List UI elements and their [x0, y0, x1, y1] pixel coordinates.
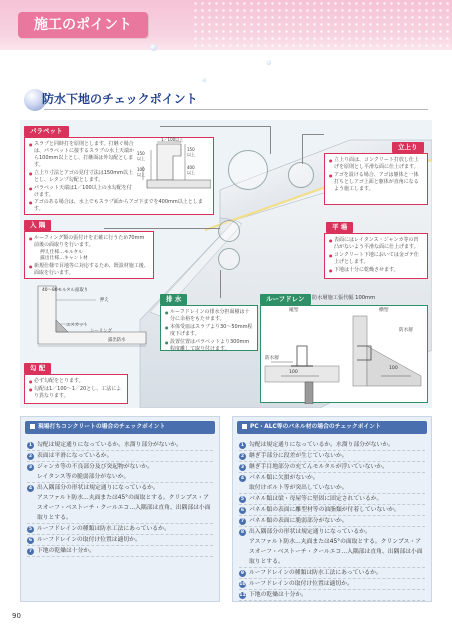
roof-drain-label-text: 100	[389, 366, 398, 371]
rc-checklist-list	[27, 440, 213, 557]
drain-label: 排 水	[160, 294, 187, 305]
highlight-circle-riser	[288, 162, 314, 188]
highlight-circle-drain	[218, 248, 240, 270]
parapet-dim: 1／100以上	[161, 137, 184, 142]
list-item: 3 ジャンカ等の不良部分及び突起物がないか。 レイタンス等の脆弱部分がないか。	[27, 462, 213, 483]
list-item: 6 パネル類の表面に離型材等の油脂類が付着していないか。	[239, 505, 425, 516]
roof-drain-diagram-box	[260, 305, 428, 403]
leader-line	[160, 126, 270, 127]
parapet-dim: 100以上	[137, 167, 145, 177]
parapet-dim: 400以上	[187, 165, 195, 175]
square-icon	[30, 424, 35, 429]
list-item: 5 パネル類は梁・母屋等に堅固に固定されているか。	[239, 494, 425, 505]
parapet-dim: 150以上	[137, 151, 145, 161]
page-number: 90	[12, 612, 21, 620]
pc-checklist-list	[239, 440, 425, 601]
list-item: 1 勾配は規定通りになっているか。水溜り部分がないか。	[27, 440, 213, 451]
flat-box	[324, 233, 428, 279]
flat-label: 平 場	[326, 222, 353, 233]
drain-item: ● 設置位置はパラペットより300mm程度離して取り付けます。	[165, 339, 253, 353]
corner-label: 入 隅	[24, 220, 51, 231]
leader-line	[302, 134, 303, 164]
list-item: 4 パネル類に欠損がないか。 取付けボルト等が突出していないか。	[239, 473, 425, 494]
roof-drain-diagram	[261, 306, 429, 404]
list-item: 7 下地の乾燥は十分か。	[27, 546, 213, 557]
corner-sub: 露出仕様…キャント材	[40, 256, 88, 262]
pc-checklist-header	[237, 421, 427, 434]
section-title: 防水下地のチェックポイント	[42, 92, 198, 106]
page-title: 施工のポイント	[18, 12, 148, 38]
list-item: 6 ルーフドレインの取付け位置は適切か。	[27, 535, 213, 546]
leader-line	[104, 228, 220, 229]
leader-line	[270, 126, 271, 154]
decorative-bubble	[266, 60, 271, 65]
roof-drain-label-text: 100	[289, 370, 298, 375]
rc-checklist-header	[25, 421, 215, 434]
corner-diagram-label: 40～80モルタル面取り	[42, 288, 89, 293]
gradient-item: ● 必ず勾配をとります。	[29, 378, 123, 385]
rc-checklist-title: 現場打ちコンクリートの場合のチェックポイント	[38, 424, 166, 430]
gradient-item: ● 勾配は1／100～1／20とし、工法により異なります。	[29, 386, 123, 400]
section-heading	[24, 89, 428, 111]
decorative-bubble	[150, 44, 157, 51]
corner-item: ● 新規仕様で目地等に対応するため、既設材施工後、面取を行います。	[29, 263, 149, 277]
highlight-circle-parapet	[228, 150, 268, 190]
parapet-label: パラペット	[24, 126, 69, 137]
parapet-item: ● スラブと同時打を原則とします。打継ぐ場合は、パラペットに接するスラブの水上天端から100mm以上とし、打継面は外勾配とします。	[29, 141, 135, 169]
roof-drain-label-text: 防水層	[399, 328, 413, 333]
highlight-circle-corner	[218, 220, 240, 242]
header-dot-pattern	[192, 0, 452, 50]
roof-drain-type: 縦型	[289, 308, 299, 313]
list-item: 4 出入隅部分の形状は規定通りになっているか。 アスファルト防水…丸面または45°の面取とする。クリンプス・アスオーフ・ベストーチ・クールエコ…入隅部は直角、出隅部は小面取りとする。	[27, 483, 213, 524]
drain-item: ● ルーフドレインの排水分担面積は十分に余裕をもたせます。	[165, 309, 253, 323]
gradient-box	[24, 374, 128, 404]
flat-item: ● 下地は十分に乾燥させます。	[329, 267, 423, 274]
gradient-label: 勾 配	[24, 363, 51, 374]
parapet-item: ● アゴのある場合は、水上でもスラブ面からアゴ下までを400mm以上とします。	[29, 199, 209, 213]
riser-item: ● アゴを設ける場合、アゴは躯体と一体打ちとしアゴ上面と躯体が直角になるよう施工します。	[329, 172, 423, 193]
leader-line	[302, 134, 324, 135]
corner-diagram-label: シーリング	[90, 329, 112, 334]
list-item: 2 表面は平滑になっているか。	[27, 451, 213, 462]
corner-diagram-label: 押え	[100, 298, 109, 303]
list-item: 9 ルーフドレインの種類は防水工法にあっているか。	[239, 568, 425, 579]
drain-item: ● 本体受皿はスラブより30～50mm程度下げます。	[165, 324, 253, 338]
list-item: 3 継ぎ手目地部分の充てんモルタルが浮いていないか。	[239, 462, 425, 473]
flat-item: ● コンクリート下地においては金ゴテ仕上げとします。	[329, 252, 423, 266]
list-item: 5 ルーフドレインの種類は防水工法にあっているか。	[27, 524, 213, 535]
riser-label: 立上り	[392, 142, 424, 153]
corner-box	[24, 231, 154, 279]
rc-checklist	[20, 416, 220, 602]
corner-diagram-label: エスカット	[66, 323, 88, 328]
corner-item: ● ルーフィング類の張付けを正確に行うため70mm前後の面取りを行います。	[29, 235, 149, 249]
list-item: 11 下地の乾燥は十分か。	[239, 590, 425, 601]
decorative-bubble	[202, 78, 206, 82]
roof-drain-label: ルーフドレン	[260, 294, 311, 305]
illustration-panel	[20, 120, 432, 408]
corner-diagram-label: 露出防水	[108, 338, 126, 343]
list-item: 1 勾配は規定通りになっているか。水溜り部分がないか。	[239, 440, 425, 451]
roof-drain-label-text: 防水層	[265, 356, 279, 361]
parapet-item: ● パラペット天端は1／100以上の水勾配を付けます。	[29, 185, 135, 199]
flat-item: ● 表面にはレイタンス・ジャンカ等の凹凸がないよう平滑な面に仕上げます。	[329, 237, 423, 251]
drain-box	[160, 305, 258, 351]
pc-checklist	[232, 416, 432, 602]
parapet-box	[24, 137, 214, 215]
list-item: 8 出入隅部分の形状は規定通りになっているか。 アスファルト防水…丸面または45°の面取とする。クリンプス・アスオーフ・ベストーチ・クールエコ…入隅部は直角、出隅部は小面取りとする。	[239, 527, 425, 568]
square-icon	[242, 424, 247, 429]
corner-sub: 押え仕様…モルタル	[40, 249, 83, 255]
list-item: 2 継ぎ手部分に段差が生じていないか。	[239, 451, 425, 462]
heading-rule	[44, 109, 428, 110]
list-item: 10 ルーフドレインの取付け位置は適切か。	[239, 579, 425, 590]
riser-box	[324, 153, 428, 205]
parapet-diagram	[137, 140, 211, 190]
parapet-dim: 150以上	[187, 147, 195, 157]
pc-checklist-title: PC・ALC等のパネル材の場合のチェックポイント	[250, 424, 381, 430]
parapet-item: ● 立上り寸法とアゴの見付寸法は150mm以上とし、レタンプ勾配とします。	[29, 170, 135, 184]
roof-drain-type: 横型	[379, 308, 389, 313]
riser-item: ● 立上り面は、コンクリート打放し仕上げを原則とし平滑な面に仕上げます。	[329, 157, 423, 171]
list-item: 7 パネル類の表面に脆弱部分がないか。	[239, 516, 425, 527]
roof-drain-note: 防水層施工張代幅 100mm	[312, 295, 376, 301]
leader-line	[220, 270, 221, 298]
